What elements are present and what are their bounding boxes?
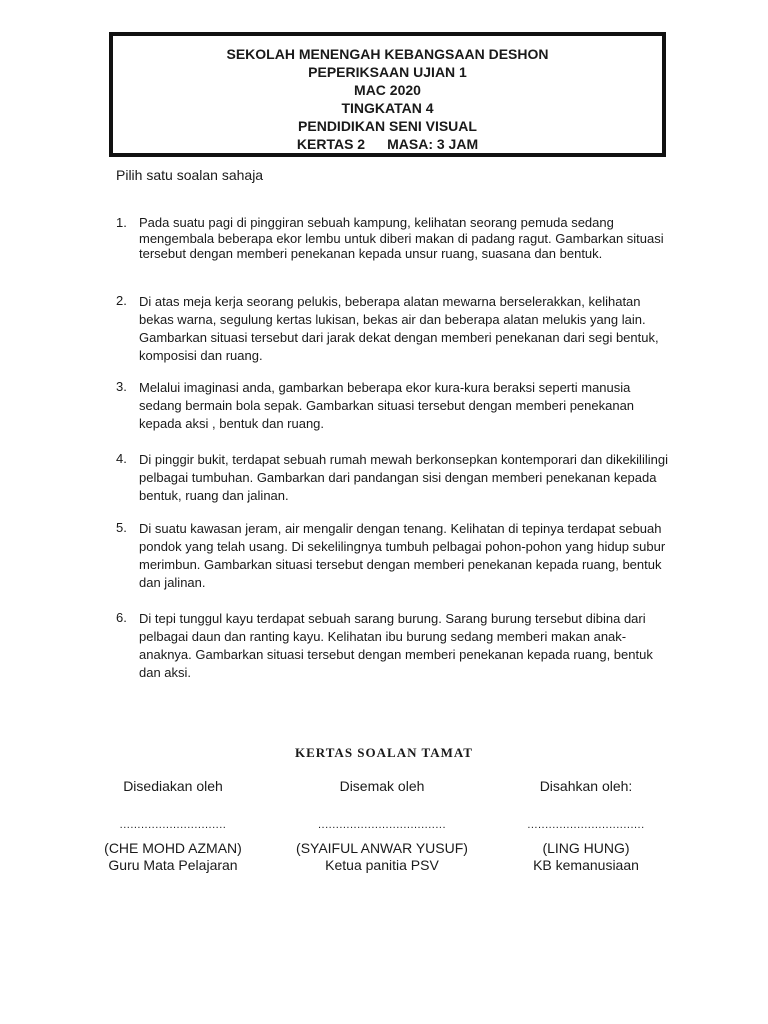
question-item <box>116 379 676 433</box>
question-text: Di pinggir bukit, terdapat sebuah rumah mewah berkonsepkan kontemporari dan dikekililingi pelbagai tumbuhan. Gambarkan dari pandangan sisi dengan memberi penekanan kepada bentuk, ruang dan jalinan. <box>139 452 668 503</box>
question-item <box>116 293 676 365</box>
signature-role: Disediakan oleh <box>123 778 223 794</box>
signatory-name: (CHE MOHD AZMAN) <box>104 840 242 856</box>
signature-line: ................................. <box>527 819 645 831</box>
form-level: TINGKATAN 4 <box>341 100 434 116</box>
question-text: Di atas meja kerja seorang pelukis, beberapa alatan mewarna berselerakkan, kelihatan bekas warna, segulung kertas lukisan, bekas air dan beberapa alatan melukis yang lain. Gambarkan situasi tersebut dari jarak dekat dengan memberi penekanan dari segi bentuk, komposisi dan ruang. <box>139 294 659 363</box>
signatory-name: (SYAIFUL ANWAR YUSUF) <box>296 840 468 856</box>
instruction-text: Pilih satu soalan sahaja <box>116 167 264 183</box>
end-of-paper-title: KERTAS SOALAN TAMAT <box>295 745 473 760</box>
paper-number: KERTAS 2 <box>296 136 366 152</box>
signature-prepared-by <box>88 778 258 874</box>
exam-date: MAC 2020 <box>354 82 421 98</box>
question-number: 3. <box>116 379 127 394</box>
question-item <box>116 610 676 682</box>
signature-checked-by <box>282 778 482 874</box>
exam-duration: MASA: 3 JAM <box>387 136 479 152</box>
exam-name: PEPERIKSAAN UJIAN 1 <box>308 64 467 80</box>
question-number: 4. <box>116 451 127 466</box>
signature-line: .............................. <box>119 819 227 831</box>
signature-approved-by <box>511 778 661 874</box>
signatory-title: Ketua panitia PSV <box>325 857 439 873</box>
question-text: Di tepi tunggul kayu terdapat sebuah sarang burung. Sarang burung tersebut dibina dari pelbagai daun dan ranting kayu. Kelihatan ibu burung sedang memberi makan anak-anaknya. Gambarkan situasi tersebut dengan memberi penekanan kepada ruang, bentuk dan aksi. <box>139 611 653 680</box>
signature-line: .................................... <box>317 819 447 831</box>
signatory-name: (LING HUNG) <box>542 840 630 856</box>
question-text: Melalui imaginasi anda, gambarkan beberapa ekor kura-kura beraksi seperti manusia sedang bermain bola sepak. Gambarkan situasi tersebut dengan memberi penekanan kepada aksi , bentuk dan ruang. <box>139 380 635 431</box>
question-number: 2. <box>116 293 127 308</box>
paper-duration-line <box>113 135 662 153</box>
signatory-title: Guru Mata Pelajaran <box>108 857 238 873</box>
subject-name: PENDIDIKAN SENI VISUAL <box>298 118 477 134</box>
question-number: 6. <box>116 610 127 625</box>
question-item <box>116 215 676 262</box>
signature-role: Disahkan oleh: <box>539 778 633 794</box>
question-item <box>116 520 676 592</box>
exam-header-box <box>109 32 666 157</box>
question-text: Di suatu kawasan jeram, air mengalir dengan tenang. Kelihatan di tepinya terdapat sebuah pondok yang telah usang. Di sekelilingnya tumbuh pelbagai pohon-pohon yang hidup subur merimbun. Gambarkan situasi tersebut dengan memberi penekanan kepada ruang, bentuk dan jalinan. <box>139 521 666 590</box>
question-number: 5. <box>116 520 127 535</box>
question-text: Pada suatu pagi di pinggiran sebuah kampung, kelihatan seorang pemuda sedang mengembala beberapa ekor lembu untuk diberi makan di padang ragut. Gambarkan situasi tersebut dengan memberi penekanan kepada unsur ruang, suasana dan bentuk. <box>139 215 664 261</box>
signatory-title: KB kemanusiaan <box>533 857 639 873</box>
school-name: SEKOLAH MENENGAH KEBANGSAAN DESHON <box>226 46 549 62</box>
signature-role: Disemak oleh <box>339 778 425 794</box>
question-number: 1. <box>116 215 127 230</box>
question-item <box>116 451 676 505</box>
